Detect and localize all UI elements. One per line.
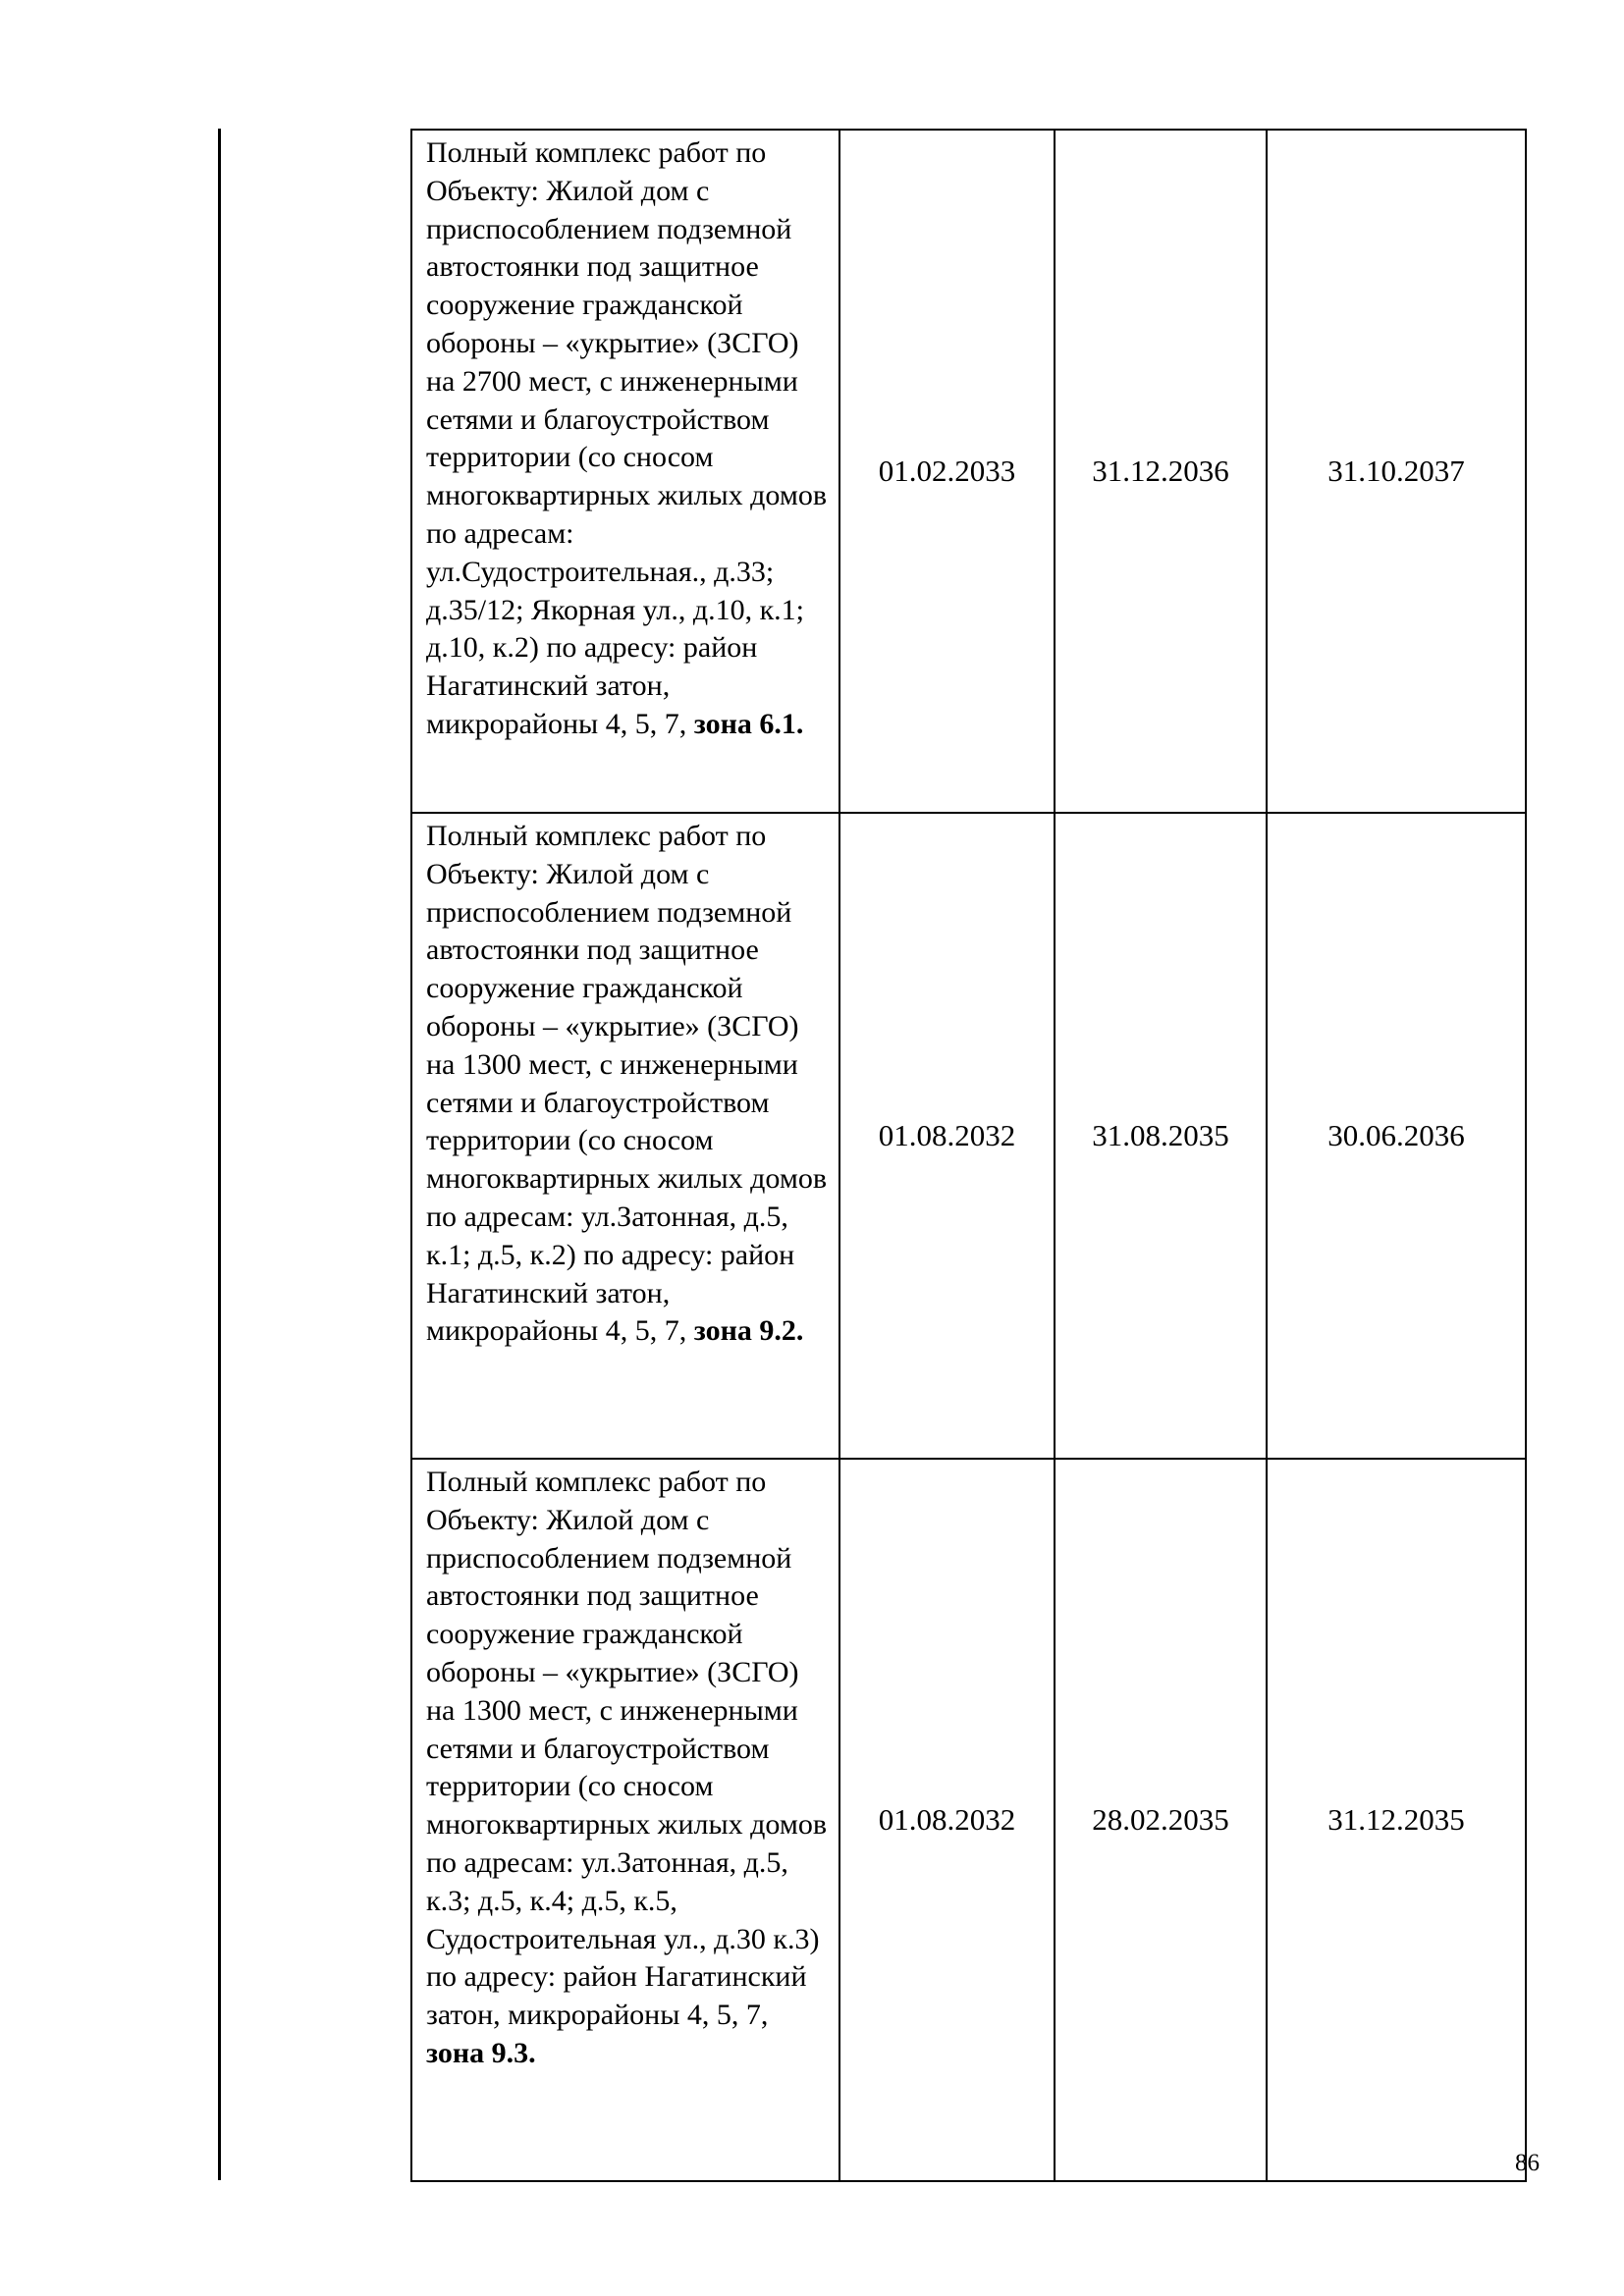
object-description-cell — [411, 130, 839, 813]
object-description: Полный комплекс работ по Объекту: Жилой дом с приспособлением подземной автостоянки под защитное сооружение гражданской обороны – «укрытие» (ЗСГО) на 1300 мест, с инженерными сетями и благоустройством территории (со сносом многоквартирных жилых домов по адресам: ул.Затонная, д.5, к.3; д.5, к.4; д.5, к.5, Судостроительная ул., д.30 к.3) по адресу: район Нагатинский затон, микрорайоны 4, 5, 7, — [426, 1466, 827, 2032]
commissioning-date-cell: 31.12.2035 — [1267, 1459, 1526, 2181]
start-date-cell: 01.08.2032 — [839, 1459, 1055, 2181]
construction-schedule-table — [410, 129, 1527, 2182]
completion-date-cell: 31.12.2036 — [1055, 130, 1267, 813]
table-row — [411, 130, 1526, 813]
object-description-cell — [411, 1459, 839, 2181]
start-date-cell: 01.02.2033 — [839, 130, 1055, 813]
object-description: Полный комплекс работ по Объекту: Жилой дом с приспособлением подземной автостоянки под защитное сооружение гражданской обороны – «укрытие» (ЗСГО) на 2700 мест, с инженерными сетями и благоустройством территории (со сносом многоквартирных жилых домов по адресам: ул.Судостроительная., д.33; д.35/12; Якорная ул., д.10, к.1; д.10, к.2) по адресу: район Нагатинский затон, микрорайоны 4, 5, 7, — [426, 136, 827, 740]
commissioning-date-cell: 31.10.2037 — [1267, 130, 1526, 813]
table-row — [411, 1459, 1526, 2181]
zone-label: зона 9.2. — [693, 1314, 804, 1348]
left-margin-line — [218, 129, 221, 2180]
commissioning-date-cell: 30.06.2036 — [1267, 813, 1526, 1459]
zone-label: зона 6.1. — [693, 707, 804, 740]
completion-date-cell: 31.08.2035 — [1055, 813, 1267, 1459]
object-description: Полный комплекс работ по Объекту: Жилой дом с приспособлением подземной автостоянки под защитное сооружение гражданской обороны – «укрытие» (ЗСГО) на 1300 мест, с инженерными сетями и благоустройством территории (со сносом многоквартирных жилых домов по адресам: ул.Затонная, д.5, к.1; д.5, к.2) по адресу: район Нагатинский затон, микрорайоны 4, 5, 7, — [426, 820, 827, 1348]
page-number: 86 — [1515, 2150, 1540, 2176]
object-description-cell — [411, 813, 839, 1459]
zone-label: зона 9.3. — [426, 2036, 536, 2069]
start-date-cell: 01.08.2032 — [839, 813, 1055, 1459]
table-row — [411, 813, 1526, 1459]
completion-date-cell: 28.02.2035 — [1055, 1459, 1267, 2181]
